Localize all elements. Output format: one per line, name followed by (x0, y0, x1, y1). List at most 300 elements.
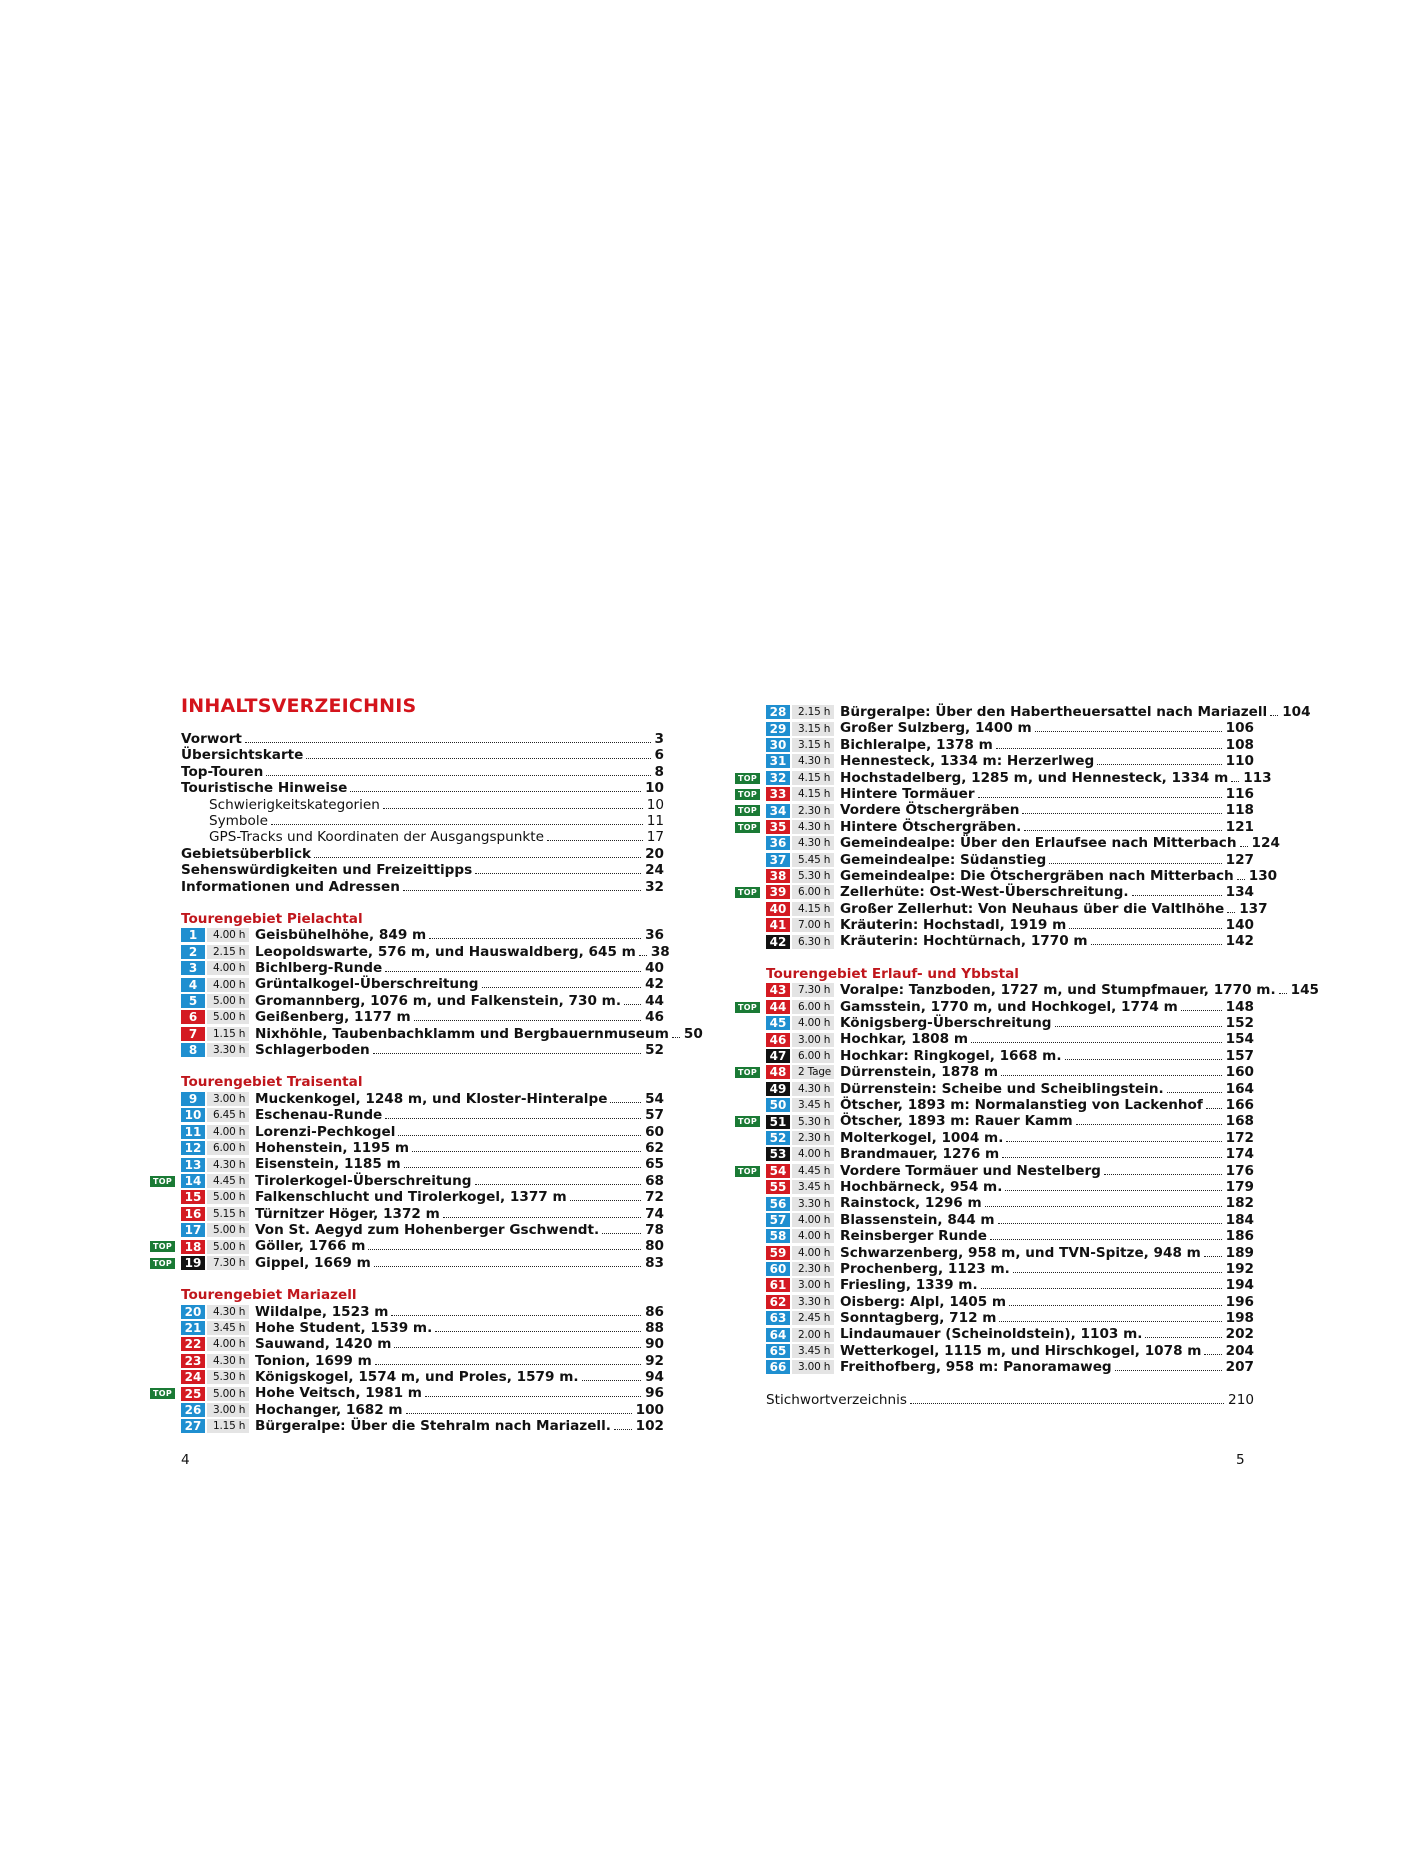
leader-dots (614, 1429, 632, 1430)
tour-entry[interactable] (766, 1245, 1254, 1261)
tour-page: 152 (1225, 1015, 1254, 1032)
tour-entry-text (255, 1189, 664, 1205)
tour-number-badge: 18 (181, 1240, 205, 1254)
tour-entry[interactable] (152, 1238, 664, 1255)
leader-dots (1132, 895, 1222, 896)
tour-entry-text (840, 884, 1254, 900)
tour-entry-text (840, 1277, 1254, 1293)
tour-page: 80 (645, 1238, 664, 1255)
left-page-column (152, 693, 703, 1435)
tour-page: 207 (1225, 1359, 1254, 1376)
tour-title: Großer Sulzberg, 1400 m (840, 720, 1035, 736)
tour-entry[interactable] (737, 1113, 1254, 1130)
tour-title: Hohe Student, 1539 m. (255, 1320, 435, 1336)
tour-entry[interactable] (766, 933, 1254, 949)
tour-title: Ötscher, 1893 m: Normalanstieg von Lackenhof (840, 1097, 1206, 1113)
tour-entry[interactable] (181, 1107, 664, 1123)
tour-duration: 4.00 h (792, 1213, 834, 1227)
leader-dots (435, 1331, 641, 1332)
tour-title: Hochbärneck, 954 m. (840, 1179, 1005, 1195)
tour-number-badge: 21 (181, 1321, 205, 1335)
tour-duration: 4.00 h (207, 928, 249, 942)
tour-entry[interactable] (152, 1385, 664, 1402)
tour-number-badge: 53 (766, 1147, 790, 1161)
tour-page: 40 (645, 960, 664, 977)
tour-duration: 5.30 h (207, 1370, 249, 1384)
tour-duration: 4.45 h (792, 1164, 834, 1178)
tour-title: Friesling, 1339 m. (840, 1277, 981, 1293)
tour-entry[interactable] (181, 1418, 664, 1434)
tour-entry[interactable] (181, 1402, 664, 1418)
tour-page: 192 (1225, 1260, 1254, 1277)
tour-entry-text (255, 1222, 664, 1238)
top-tour-badge: TOP (735, 887, 760, 898)
tour-entry[interactable] (766, 917, 1254, 933)
tour-page: 184 (1225, 1211, 1254, 1228)
leader-dots (602, 1233, 641, 1234)
tour-title: Nixhöhle, Taubenbachklamm und Bergbauernmuseum (255, 1026, 672, 1042)
toc-entry[interactable] (181, 780, 664, 796)
toc-entry-label: Sehenswürdigkeiten und Freizeittipps (181, 862, 475, 878)
toc-entry-page: 11 (646, 812, 664, 829)
tour-entry[interactable] (181, 1156, 664, 1172)
leader-dots (1237, 879, 1245, 880)
tour-entry-text (255, 1255, 664, 1271)
tour-entry-text (840, 1179, 1254, 1195)
leader-dots (1022, 813, 1221, 814)
tour-page: 124 (1251, 835, 1280, 852)
tour-title: Gamsstein, 1770 m, und Hochkogel, 1774 m (840, 999, 1181, 1015)
leader-dots (373, 1053, 641, 1054)
tour-duration: 7.30 h (792, 983, 834, 997)
toc-entry[interactable] (181, 731, 664, 747)
leader-dots (271, 824, 643, 825)
tour-entry[interactable] (766, 1130, 1254, 1146)
tour-number-badge: 36 (766, 836, 790, 850)
tour-title: Gromannberg, 1076 m, und Falkenstein, 730 m. (255, 993, 624, 1009)
tour-entry[interactable] (766, 852, 1254, 868)
tour-title: Hintere Ötschergräben. (840, 819, 1024, 835)
tour-duration: 4.00 h (792, 1016, 834, 1030)
tour-page: 42 (645, 976, 664, 993)
tour-duration: 2 Tage (792, 1065, 834, 1079)
toc-entry-page: 8 (654, 763, 664, 780)
top-tour-badge: TOP (150, 1388, 175, 1399)
leader-dots (1206, 1108, 1222, 1109)
tour-number-badge: 43 (766, 983, 790, 997)
tour-entry[interactable] (766, 1326, 1254, 1342)
tour-title: Brandmauer, 1276 m (840, 1146, 1002, 1162)
tour-entry[interactable] (181, 1206, 664, 1222)
tour-number-badge: 6 (181, 1010, 205, 1024)
tour-page: 104 (1282, 704, 1311, 720)
tour-duration: 5.00 h (207, 1223, 249, 1237)
tour-title: Bichlberg-Runde (255, 960, 385, 976)
tour-title: Ötscher, 1893 m: Rauer Kamm (840, 1113, 1076, 1129)
tour-entry[interactable] (737, 769, 1272, 786)
tour-entry-text (255, 1042, 664, 1058)
leader-dots (1091, 944, 1222, 945)
toc-entry-text (181, 780, 664, 796)
tour-page: 160 (1225, 1064, 1254, 1081)
tour-page: 186 (1225, 1228, 1254, 1245)
tour-page: 204 (1225, 1342, 1254, 1359)
tour-duration: 4.00 h (792, 1229, 834, 1243)
toc-entry-text (181, 846, 664, 862)
top-tour-badge: TOP (735, 822, 760, 833)
tour-number-badge: 1 (181, 928, 205, 942)
leader-dots (610, 1102, 641, 1103)
tour-duration: 2.30 h (792, 1131, 834, 1145)
tour-page: 168 (1225, 1113, 1254, 1130)
tour-duration: 6.45 h (207, 1108, 249, 1122)
tour-number-badge: 39 (766, 885, 790, 899)
tour-number-badge: 31 (766, 754, 790, 768)
tour-entry-text (840, 753, 1254, 769)
tour-entry[interactable] (766, 1343, 1254, 1359)
leader-dots (582, 1380, 642, 1381)
tour-number-badge: 57 (766, 1213, 790, 1227)
tour-entry[interactable] (766, 753, 1254, 769)
tour-entry[interactable] (766, 1261, 1254, 1277)
tour-number-badge: 60 (766, 1262, 790, 1276)
tour-entry-text (840, 835, 1280, 852)
tour-entry[interactable] (181, 1336, 664, 1352)
tour-duration: 3.45 h (207, 1321, 249, 1335)
leader-dots (570, 1200, 641, 1201)
tour-duration: 7.30 h (207, 1256, 249, 1270)
tour-page: 154 (1225, 1031, 1254, 1048)
tour-entry[interactable] (181, 1091, 664, 1107)
tour-duration: 3.15 h (792, 722, 834, 736)
tour-title: Oisberg: Alpl, 1405 m (840, 1294, 1009, 1310)
leader-dots (639, 955, 647, 956)
tour-entry-text (255, 1238, 664, 1254)
tour-title: Geißenberg, 1177 m (255, 1009, 414, 1025)
tour-entry-text (840, 1146, 1254, 1162)
tour-entry[interactable] (737, 802, 1254, 819)
tour-number-badge: 7 (181, 1027, 205, 1041)
tour-entry[interactable] (766, 1048, 1254, 1064)
tour-entry-text (255, 927, 664, 943)
leader-dots (1279, 993, 1287, 994)
tour-duration: 5.15 h (207, 1207, 249, 1221)
tour-entry-text (840, 1195, 1254, 1211)
tour-duration: 3.30 h (792, 1197, 834, 1211)
tour-duration: 4.30 h (792, 836, 834, 850)
toc-entry[interactable] (181, 829, 664, 845)
leader-dots (368, 1249, 641, 1250)
tour-duration: 6.00 h (207, 1141, 249, 1155)
tour-entry-text (255, 1320, 664, 1336)
tour-entry[interactable] (181, 1025, 703, 1042)
tour-page: 142 (1225, 933, 1254, 950)
tour-entry[interactable] (181, 1320, 664, 1336)
tour-page: 121 (1225, 818, 1254, 835)
tour-duration: 2.30 h (792, 1262, 834, 1276)
toc-entry-page: 17 (646, 829, 664, 846)
toc-entry-text (181, 764, 664, 780)
tour-duration: 3.00 h (792, 1033, 834, 1047)
tour-entry[interactable] (737, 884, 1254, 901)
tour-title: Eschenau-Runde (255, 1107, 385, 1123)
leader-dots (1006, 1141, 1221, 1142)
tour-duration: 3.00 h (207, 1403, 249, 1417)
top-tour-badge: TOP (150, 1258, 175, 1269)
tour-entry[interactable] (152, 1254, 664, 1271)
tour-entry[interactable] (181, 1353, 664, 1369)
tour-duration: 3.30 h (207, 1043, 249, 1057)
tour-entry-text (840, 1081, 1254, 1097)
tour-duration: 4.00 h (792, 1147, 834, 1161)
tour-number-badge: 44 (766, 1000, 790, 1014)
toc-entry[interactable] (181, 764, 664, 780)
toc-entry-page: 24 (645, 862, 664, 879)
tour-title: Gemeindealpe: Über den Erlaufsee nach Mitterbach (840, 835, 1240, 851)
tour-page: 57 (645, 1107, 664, 1124)
leader-dots (383, 808, 643, 809)
left-sections (152, 910, 703, 1435)
tour-page: 110 (1225, 753, 1254, 770)
tour-page: 68 (645, 1172, 664, 1189)
tour-entry-text (840, 1261, 1254, 1277)
leader-dots (1065, 1059, 1222, 1060)
tour-entry[interactable] (766, 1228, 1254, 1244)
tour-title: Hochkar: Ringkogel, 1668 m. (840, 1048, 1065, 1064)
tour-entry-text (255, 1369, 664, 1385)
tour-page: 36 (645, 927, 664, 944)
tour-title: Schwarzenberg, 958 m, und TVN-Spitze, 948 m (840, 1245, 1204, 1261)
tour-duration: 5.45 h (792, 853, 834, 867)
tour-duration: 6.00 h (792, 1049, 834, 1063)
section-heading: Tourengebiet Pielachtal (181, 910, 363, 927)
tour-page: 157 (1225, 1047, 1254, 1064)
tour-number-badge: 22 (181, 1337, 205, 1351)
leader-dots (1013, 1272, 1222, 1273)
tour-page: 50 (683, 1025, 703, 1042)
top-tour-badge: TOP (150, 1241, 175, 1252)
tour-entry[interactable] (181, 1140, 664, 1156)
toc-entry-text (181, 862, 664, 878)
tour-entry[interactable] (181, 943, 670, 960)
tour-entry-text (255, 1418, 664, 1434)
tour-entry[interactable] (766, 1212, 1254, 1228)
tour-entry[interactable] (766, 1195, 1254, 1211)
leader-dots (1076, 1124, 1222, 1125)
tour-page: 65 (645, 1156, 664, 1173)
leader-dots (1231, 781, 1239, 782)
tour-entry[interactable] (737, 998, 1254, 1015)
tour-entry[interactable] (766, 1179, 1254, 1195)
tour-duration: 4.45 h (207, 1174, 249, 1188)
tour-title: Dürrenstein, 1878 m (840, 1064, 1001, 1080)
tour-page: 118 (1225, 802, 1254, 819)
tour-entry-text (840, 1343, 1254, 1359)
tour-entry[interactable] (766, 704, 1311, 720)
tour-entry[interactable] (766, 1277, 1254, 1293)
tour-page: 106 (1225, 720, 1254, 737)
tour-page: 179 (1225, 1178, 1254, 1195)
tour-entry[interactable] (766, 1031, 1254, 1047)
tour-title: Wildalpe, 1523 m (255, 1304, 391, 1320)
tour-entry-text (840, 1359, 1254, 1375)
tour-entry[interactable] (766, 982, 1319, 999)
toc-entry-text (209, 797, 664, 813)
tour-duration: 3.45 h (792, 1098, 834, 1112)
tour-entry[interactable] (181, 1369, 664, 1385)
tour-entry[interactable] (766, 1146, 1254, 1162)
leader-dots (475, 1184, 642, 1185)
index-entry[interactable] (766, 1392, 1254, 1408)
tour-entry[interactable] (766, 737, 1254, 753)
leader-dots (1001, 1075, 1222, 1076)
tour-entry[interactable] (181, 960, 664, 976)
tour-page: 38 (650, 943, 670, 960)
leader-dots (981, 1288, 1222, 1289)
leader-dots (314, 857, 641, 858)
tour-entry[interactable] (181, 1042, 664, 1058)
tour-entry[interactable] (181, 1304, 664, 1320)
tour-number-badge: 33 (766, 787, 790, 801)
tour-entry[interactable] (152, 1172, 664, 1189)
tour-entry[interactable] (766, 1359, 1254, 1375)
tour-entry-text (840, 1294, 1254, 1310)
leader-dots (1002, 1157, 1221, 1158)
tour-number-badge: 49 (766, 1082, 790, 1096)
tour-duration: 3.45 h (792, 1180, 834, 1194)
tour-title: Freithofberg, 958 m: Panoramaweg (840, 1359, 1115, 1375)
tour-title: Gemeindealpe: Die Ötschergräben nach Mitterbach (840, 868, 1237, 884)
tour-entry-text (840, 1130, 1254, 1146)
tour-entry[interactable] (766, 900, 1268, 917)
tour-duration: 2.30 h (792, 804, 834, 818)
tour-page: 148 (1225, 998, 1254, 1015)
tour-entry[interactable] (181, 927, 664, 943)
tour-number-badge: 30 (766, 738, 790, 752)
tour-entry-text (840, 786, 1254, 802)
toc-entry[interactable] (181, 846, 664, 862)
tour-number-badge: 59 (766, 1246, 790, 1260)
tour-page: 52 (645, 1042, 664, 1059)
spacer (766, 1376, 1254, 1392)
toc-entry-text (209, 829, 664, 845)
tour-entry[interactable] (766, 867, 1278, 884)
tour-entry-text (840, 737, 1254, 753)
tour-entry[interactable] (766, 720, 1254, 736)
tour-entry[interactable] (737, 1162, 1254, 1179)
tour-entry[interactable] (766, 1310, 1254, 1326)
tour-page: 116 (1225, 785, 1254, 802)
toc-entry[interactable] (181, 862, 664, 878)
tour-entry[interactable] (737, 818, 1254, 835)
toc-entry-label: Informationen und Adressen (181, 879, 403, 895)
toc-entry-text (209, 813, 664, 829)
top-tour-badge: TOP (735, 1067, 760, 1078)
tour-entry-text (840, 982, 1319, 999)
tour-entry[interactable] (766, 1294, 1254, 1310)
tour-entry-text (255, 1206, 664, 1222)
leader-dots (350, 791, 641, 792)
tour-entry[interactable] (181, 1009, 664, 1025)
tour-number-badge: 38 (766, 869, 790, 883)
tour-entry[interactable] (181, 993, 664, 1009)
toc-entry[interactable] (181, 797, 664, 813)
tour-entry[interactable] (737, 1064, 1254, 1081)
tour-entry-text (840, 1212, 1254, 1228)
tour-entry-text (255, 960, 664, 976)
tour-number-badge: 58 (766, 1229, 790, 1243)
tour-page: 140 (1225, 917, 1254, 934)
tour-entry[interactable] (181, 1189, 664, 1205)
leader-dots (1009, 1305, 1222, 1306)
section-heading: Tourengebiet Traisental (181, 1074, 363, 1091)
leader-dots (1181, 1010, 1222, 1011)
tour-entry-text (255, 1156, 664, 1172)
toc-entry[interactable] (181, 879, 664, 895)
tour-number-badge: 11 (181, 1125, 205, 1139)
tour-number-badge: 27 (181, 1419, 205, 1433)
toc-entry-page: 3 (654, 731, 664, 747)
tour-entry[interactable] (181, 976, 664, 992)
tour-title: Leopoldswarte, 576 m, und Hauswaldberg, 645 m (255, 944, 639, 960)
tour-page: 113 (1243, 769, 1272, 786)
leader-dots (978, 797, 1222, 798)
leader-dots (1115, 1370, 1222, 1371)
tour-entry[interactable] (766, 1015, 1254, 1031)
tour-title: Hennesteck, 1334 m: Herzerlweg (840, 753, 1097, 769)
tour-page: 127 (1225, 851, 1254, 868)
tour-entry-text (840, 867, 1278, 884)
tour-title: Tirolerkogel-Überschreitung (255, 1173, 475, 1189)
tour-duration: 4.00 h (207, 1337, 249, 1351)
tour-duration: 1.15 h (207, 1419, 249, 1433)
toc-entry[interactable] (181, 813, 664, 829)
tour-title: Von St. Aegyd zum Hohenberger Gschwendt. (255, 1222, 602, 1238)
toc-entry-text (181, 879, 664, 895)
tour-entry[interactable] (737, 785, 1254, 802)
tour-page: 90 (645, 1336, 664, 1353)
tour-entry[interactable] (766, 835, 1280, 852)
tour-duration: 6.30 h (792, 935, 834, 949)
tour-number-badge: 20 (181, 1305, 205, 1319)
tour-title: Hochanger, 1682 m (255, 1402, 406, 1418)
tour-number-badge: 61 (766, 1278, 790, 1292)
leader-dots (1024, 830, 1221, 831)
tour-entry[interactable] (766, 1097, 1254, 1113)
tour-entry[interactable] (181, 1124, 664, 1140)
leader-dots (374, 1266, 641, 1267)
tour-title: Bichleralpe, 1378 m (840, 737, 996, 753)
tour-entry[interactable] (181, 1222, 664, 1238)
tour-page: 96 (645, 1385, 664, 1402)
toc-entry-label: Symbole (209, 813, 271, 829)
toc-entry-label: GPS-Tracks und Koordinaten der Ausgangspunkte (209, 829, 547, 845)
tour-entry-text (840, 1015, 1254, 1031)
tour-page: 83 (645, 1254, 664, 1271)
front-matter-list (181, 731, 664, 895)
tour-title: Lorenzi-Pechkogel (255, 1124, 398, 1140)
page-number-right: 5 (1236, 1452, 1245, 1468)
toc-entry[interactable] (181, 747, 664, 763)
leader-dots (910, 1403, 1224, 1404)
tour-title: Dürrenstein: Scheibe und Scheiblingstein. (840, 1081, 1167, 1097)
tour-entry[interactable] (766, 1081, 1254, 1097)
tour-page: 174 (1225, 1146, 1254, 1163)
tour-entry-text (840, 1245, 1254, 1261)
toc-entry-text (181, 731, 664, 747)
tour-entry-text (255, 1304, 664, 1320)
tour-number-badge: 65 (766, 1344, 790, 1358)
